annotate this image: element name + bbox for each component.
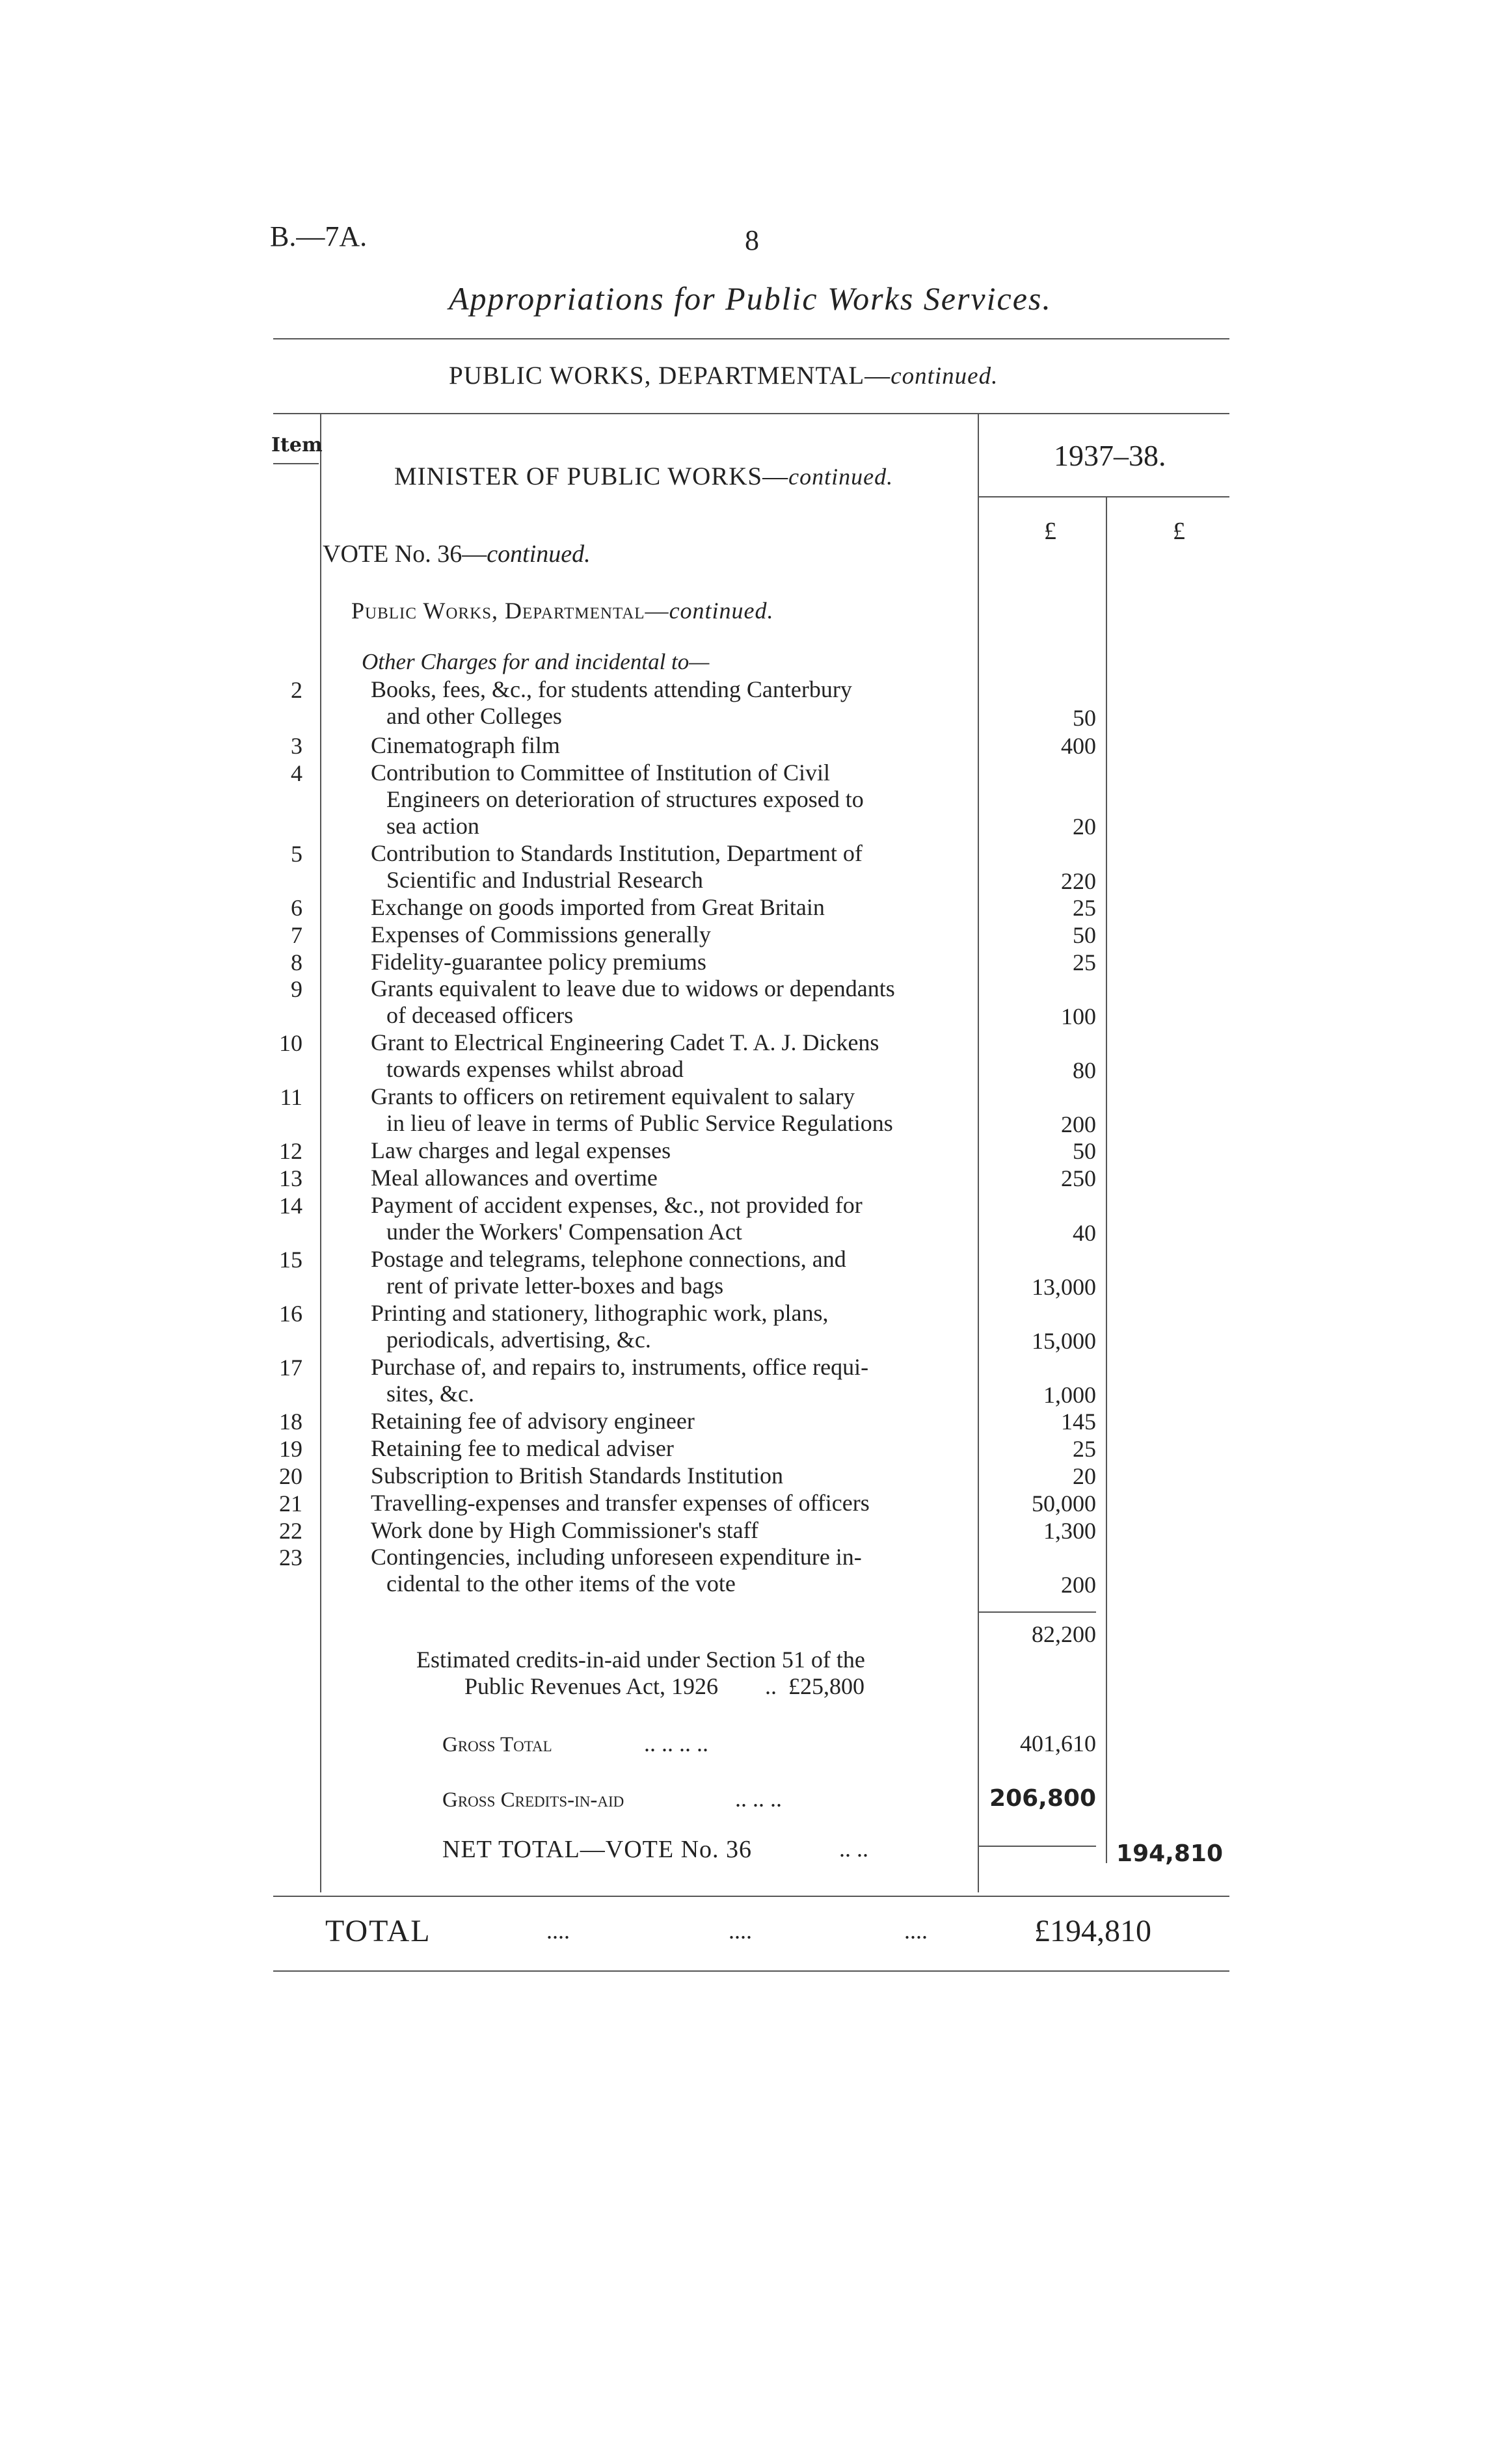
item-description <box>371 676 964 730</box>
table-top-rule <box>273 413 1229 414</box>
item-description <box>371 921 964 948</box>
item-description <box>371 1354 964 1407</box>
item-number: 13 <box>279 1165 302 1191</box>
item-description <box>371 1137 964 1164</box>
credits-note-amount: £25,800 <box>788 1673 864 1699</box>
item-description-line1: Fidelity-guarantee policy premiums <box>371 949 706 975</box>
item-description-line2: under the Workers' Compensation Act <box>386 1219 742 1245</box>
item-amount: 80 <box>1073 1057 1096 1083</box>
item-amount: 15,000 <box>1032 1328 1096 1354</box>
item-amount: 100 <box>1061 1003 1096 1029</box>
grand-total-dots-3: .... <box>904 1918 928 1944</box>
item-description-line1: Printing and stationery, lithographic work, plans, <box>371 1300 829 1326</box>
item-description <box>371 1435 964 1462</box>
item-description-line1: Law charges and legal expenses <box>371 1137 671 1163</box>
item-description-line2: of deceased officers <box>386 1002 574 1028</box>
item-description <box>371 1246 964 1299</box>
item-number: 22 <box>279 1518 302 1544</box>
item-number: 3 <box>291 733 302 759</box>
item-description <box>371 840 964 894</box>
item-amount: 50 <box>1073 705 1096 731</box>
credits-note-line2-row: Public Revenues Act, 1926 .. £25,800 <box>464 1673 864 1699</box>
document-code: B.—7A. <box>270 220 368 252</box>
title-rule <box>273 338 1229 339</box>
item-description-line2: cidental to the other items of the vote <box>386 1570 736 1596</box>
vote-heading <box>323 540 591 568</box>
item-amount: 200 <box>1061 1111 1096 1137</box>
item-number: 12 <box>279 1138 302 1164</box>
minister-heading-main: MINISTER OF PUBLIC WORKS— <box>394 462 789 490</box>
item-description-line1: Subscription to British Standards Institution <box>371 1463 784 1489</box>
item-description-line2: and other Colleges <box>386 703 562 729</box>
table-bottom-rule <box>273 1896 1229 1897</box>
item-description <box>371 1490 964 1517</box>
item-amount: 25 <box>1073 895 1096 921</box>
item-amount: 1,000 <box>1043 1382 1096 1408</box>
item-number: 10 <box>279 1030 302 1056</box>
item-amount: 200 <box>1061 1572 1096 1598</box>
item-number: 6 <box>291 895 302 921</box>
item-description-line2: Scientific and Industrial Research <box>386 867 703 893</box>
subtitle-continued: continued. <box>891 363 998 390</box>
net-total-label: NET TOTAL—VOTE No. 36 <box>442 1836 753 1863</box>
page-title: Appropriations for Public Works Services. <box>449 280 1052 317</box>
item-column-divider <box>320 413 321 1892</box>
credits-in-aid-note <box>416 1647 956 1700</box>
item-description <box>371 1408 964 1435</box>
item-amount: 40 <box>1073 1220 1096 1246</box>
item-description <box>371 1192 964 1245</box>
item-description <box>371 894 964 921</box>
item-description <box>371 949 964 975</box>
item-description-line1: Meal allowances and overtime <box>371 1165 658 1191</box>
net-total-dots: .. .. <box>839 1836 868 1862</box>
item-amount: 1,300 <box>1043 1518 1096 1544</box>
footer-rule <box>273 1970 1229 1972</box>
item-number: 20 <box>279 1463 302 1489</box>
item-number: 23 <box>279 1544 302 1570</box>
vote-heading-main: VOTE No. 36— <box>323 540 487 568</box>
item-description-line3: sea action <box>386 813 479 839</box>
item-number: 11 <box>280 1084 302 1110</box>
year-column-header: 1937–38. <box>1054 439 1166 472</box>
gross-total-dots: .. .. .. .. <box>644 1730 708 1756</box>
item-description-line1: Retaining fee of advisory engineer <box>371 1408 695 1434</box>
item-description-line1: Contingencies, including unforeseen expenditure in- <box>371 1544 862 1570</box>
item-number: 17 <box>279 1355 302 1381</box>
item-amount: 220 <box>1061 868 1096 894</box>
item-description <box>371 1083 964 1137</box>
item-description-line1: Work done by High Commissioner's staff <box>371 1517 758 1543</box>
item-header-rule <box>273 463 319 464</box>
item-description-line2: rent of private letter-boxes and bags <box>386 1273 724 1299</box>
item-number: 9 <box>291 976 302 1002</box>
section-subtitle <box>449 361 998 390</box>
item-column-header: Item <box>271 434 323 457</box>
item-description <box>371 1517 964 1544</box>
item-number: 16 <box>279 1301 302 1327</box>
item-description <box>371 1300 964 1353</box>
item-description-line2: Engineers on deterioration of structures exposed to <box>386 786 864 812</box>
item-description-line1: Purchase of, and repairs to, instruments, office requi- <box>371 1354 869 1380</box>
gross-credits-label: Gross Credits-in-aid <box>442 1788 624 1812</box>
credits-note-line1: Estimated credits-in-aid under Section 51 of the <box>416 1647 865 1673</box>
item-description <box>371 1544 964 1597</box>
gross-total-amount: 401,610 <box>1020 1730 1096 1756</box>
item-description-line1: Contribution to Standards Institution, Department of <box>371 840 863 866</box>
page-number: 8 <box>745 224 759 256</box>
item-description-line1: Grants to officers on retirement equivalent to salary <box>371 1083 855 1109</box>
item-amount: 25 <box>1073 949 1096 975</box>
item-description-line1: Contribution to Committee of Institution of Civil <box>371 760 830 786</box>
item-number: 15 <box>279 1247 302 1273</box>
net-total-rule <box>979 1846 1096 1847</box>
grand-total-dots-1: .... <box>546 1918 570 1944</box>
item-number: 8 <box>291 949 302 975</box>
item-amount: 20 <box>1073 814 1096 840</box>
subtotal-rule <box>979 1611 1096 1613</box>
item-number: 2 <box>291 677 302 703</box>
item-description-line2: periodicals, advertising, &c. <box>386 1327 651 1353</box>
currency-symbol-col1: £ <box>1044 518 1056 545</box>
grand-total-amount: £194,810 <box>1034 1914 1151 1948</box>
item-description <box>371 1165 964 1191</box>
minister-heading-continued: continued. <box>788 464 894 490</box>
item-amount: 25 <box>1073 1436 1096 1462</box>
minister-heading <box>394 462 893 491</box>
grand-total-dots-2: .... <box>729 1918 752 1944</box>
item-amount: 50 <box>1073 1138 1096 1164</box>
item-amount: 20 <box>1073 1463 1096 1489</box>
gross-credits-amount: 206,800 <box>989 1785 1096 1812</box>
gross-total-label: Gross Total <box>442 1733 552 1756</box>
section-heading <box>351 597 774 624</box>
item-description <box>371 975 964 1029</box>
item-description-line1: Expenses of Commissions generally <box>371 921 711 947</box>
item-description-line1: Postage and telegrams, telephone connections, and <box>371 1246 846 1272</box>
item-description-line1: Payment of accident expenses, &c., not provided for <box>371 1192 863 1218</box>
item-description <box>371 1463 964 1489</box>
vote-heading-continued: continued. <box>487 540 591 568</box>
subtotal-amount: 82,200 <box>1032 1621 1096 1647</box>
item-description-line1: Grants equivalent to leave due to widows or dependants <box>371 975 895 1001</box>
section-heading-continued: continued. <box>669 598 774 624</box>
section-heading-main: Public Works, Departmental— <box>351 598 669 624</box>
item-amount: 50,000 <box>1032 1490 1096 1517</box>
item-description-line1: Travelling-expenses and transfer expenses of officers <box>371 1490 870 1516</box>
currency-symbol-col2: £ <box>1173 518 1185 545</box>
credits-note-line2: Public Revenues Act, 1926 <box>464 1673 718 1699</box>
item-description-line1: Books, fees, &c., for students attending Canterbury <box>371 676 852 702</box>
item-description-line2: towards expenses whilst abroad <box>386 1056 684 1082</box>
year-header-rule <box>979 496 1229 497</box>
total-column-divider <box>1106 497 1107 1863</box>
item-amount: 13,000 <box>1032 1274 1096 1300</box>
item-number: 14 <box>279 1193 302 1219</box>
subtitle-main: PUBLIC WORKS, DEPARTMENTAL— <box>449 362 891 390</box>
grand-total-label: TOTAL <box>325 1914 431 1948</box>
net-total-amount: 194,810 <box>1116 1840 1223 1867</box>
item-description-line1: Cinematograph film <box>371 732 560 758</box>
item-amount: 400 <box>1061 733 1096 759</box>
other-charges-heading: Other Charges for and incidental to— <box>362 649 710 674</box>
item-number: 18 <box>279 1409 302 1435</box>
item-number: 21 <box>279 1490 302 1517</box>
item-amount: 250 <box>1061 1165 1096 1191</box>
item-description-line2: in lieu of leave in terms of Public Service Regulations <box>386 1110 893 1136</box>
item-description-line1: Exchange on goods imported from Great Britain <box>371 894 825 920</box>
item-amount: 145 <box>1061 1409 1096 1435</box>
item-number: 5 <box>291 841 302 867</box>
item-description-line1: Retaining fee to medical adviser <box>371 1435 674 1461</box>
item-description-line1: Grant to Electrical Engineering Cadet T. A. J. Dickens <box>371 1029 879 1055</box>
item-number: 19 <box>279 1436 302 1462</box>
item-number: 7 <box>291 922 302 948</box>
item-description-line2: sites, &c. <box>386 1381 474 1407</box>
item-description <box>371 760 964 840</box>
item-amount: 50 <box>1073 922 1096 948</box>
item-number: 4 <box>291 760 302 786</box>
gross-credits-dots: .. .. .. <box>735 1786 782 1812</box>
item-description <box>371 732 964 759</box>
item-description <box>371 1029 964 1083</box>
